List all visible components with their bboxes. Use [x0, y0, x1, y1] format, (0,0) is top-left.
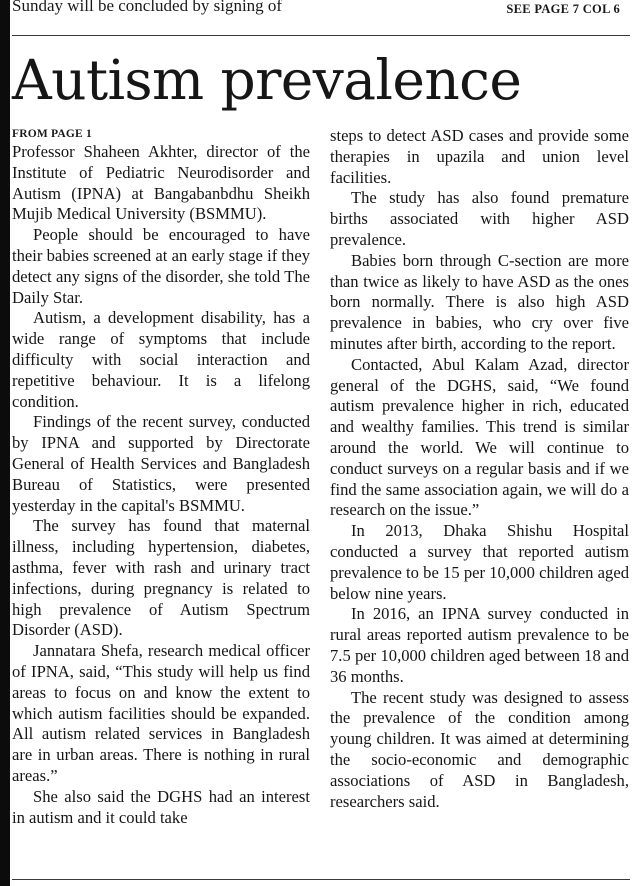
- paragraph: Autism, a development disability, has a wide range of symptoms that include difficulty with social interaction and repetitive behaviour. It is a lifelong condition.: [12, 308, 310, 411]
- top-rule: [12, 35, 630, 36]
- paragraph: In 2016, an IPNA survey conducted in rural areas reported autism prevalence to be 7.5 per 10,000 children aged between 18 and 36 months.: [330, 604, 629, 686]
- paragraph: Contacted, Abul Kalam Azad, director general of the DGHS, said, “We found autism prevalence higher in rich, educated and wealthy families. This trend is similar around the world. We will continue to conduct surveys on a regular basis and if we find the same association again, we will do a research on the issue.”: [330, 354, 629, 520]
- paragraph: The survey has found that maternal illness, including hypertension, diabetes, asthma, fever with rash and urinary tract infections, during pregnancy is related to high prevalence of Autism Spectrum Disorder (ASD).: [12, 516, 310, 640]
- article-column-left: [12, 126, 310, 828]
- running-header-text: Sunday will be concluded by signing of: [12, 0, 283, 15]
- paragraph: Babies born through C-section are more than twice as likely to have ASD as the ones born normally. There is also high ASD prevalence in babies, who cry over five minutes after birth, according to the report.: [330, 250, 629, 353]
- from-page-label: FROM PAGE 1: [12, 128, 92, 140]
- paragraph: The study has also found premature births associated with higher ASD prevalence.: [330, 188, 629, 249]
- continued-reference: SEE PAGE 7 COL 6: [506, 2, 620, 16]
- paragraph: People should be encouraged to have their babies screened at an early stage if they detect any signs of the disorder, she told The Daily Star.: [12, 225, 310, 307]
- bottom-rule: [12, 879, 630, 880]
- paragraph: Jannatara Shefa, research medical officer of IPNA, said, “This study will help us find areas to focus on and know the extent to which autism facilities should be expanded. All autism related services in Bangladesh are in urban areas. There is nothing in rural areas.”: [12, 641, 310, 785]
- paragraph: Findings of the recent survey, conducted by IPNA and supported by Directorate General of Health Services and Bangladesh Bureau of Statistics, were presented yesterday in the capital's BSMMU.: [12, 412, 310, 515]
- paragraph: steps to detect ASD cases and provide some therapies in upazila and union level facilities.: [330, 126, 629, 187]
- paragraph: Professor Shaheen Akhter, director of the Institute of Pediatric Neurodisorder and Autism (IPNA) at Bangabanbdhu Sheikh Mujib Medical University (BSMMU).: [12, 142, 310, 224]
- paragraph: She also said the DGHS had an interest in autism and it could take: [12, 786, 310, 827]
- article-headline: Autism prevalence: [12, 48, 522, 112]
- paragraph: The recent study was designed to assess the prevalence of the condition among young children. It was aimed at determining the socio-economic and demographic associations of ASD in Bangladesh, researchers said.: [330, 687, 629, 811]
- page-edge-bar: [0, 0, 10, 886]
- running-header: [12, 0, 630, 26]
- article-column-right: [330, 126, 629, 812]
- paragraph: In 2013, Dhaka Shishu Hospital conducted a survey that reported autism prevalence to be 15 per 10,000 children aged below nine years.: [330, 521, 629, 603]
